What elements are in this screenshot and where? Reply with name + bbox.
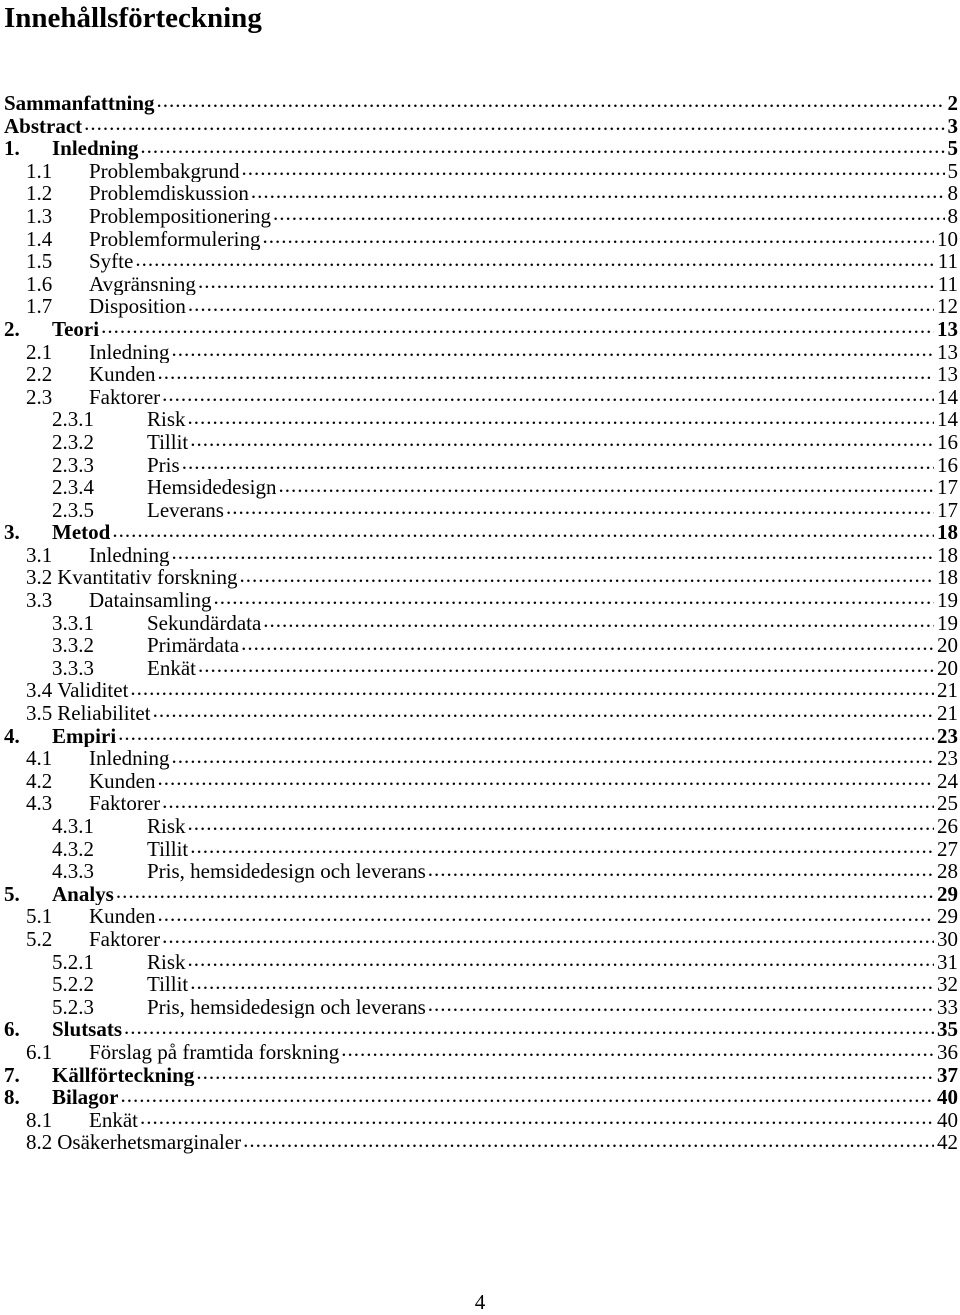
toc-entry-number: 1. [4,137,20,160]
toc-dot-leader [198,273,935,291]
toc-entry[interactable] [4,544,958,567]
toc-dot-leader [162,792,934,810]
toc-entry-number: 1.4 [26,227,53,251]
toc-entry-number: 5.2.1 [52,950,94,974]
toc-entry[interactable] [4,182,958,205]
toc-entry-number: 4.3.2 [52,837,94,861]
toc-entry-label: Problembakgrund [89,159,240,183]
toc-entry-number: 4.1 [26,747,53,770]
toc-entry-label: Faktorer [89,792,161,815]
toc-entry[interactable] [4,883,958,906]
toc-entry-label: Sammanfattning [4,92,155,115]
toc-entry-page: 16 [937,453,958,477]
toc-entry[interactable] [4,341,958,364]
toc-entry-page: 18 [937,521,958,544]
toc-dot-leader [273,205,945,223]
toc-entry-number: 5.2.3 [52,995,94,1019]
toc-entry[interactable] [4,499,958,522]
toc-dot-leader [226,499,934,517]
toc-dot-leader [196,1064,934,1082]
toc-entry[interactable] [4,454,958,477]
toc-entry-label: Enkät [89,1108,138,1132]
toc-dot-leader [153,702,934,720]
toc-entry-number: 2.3.4 [52,476,94,499]
toc-entry[interactable] [4,815,958,838]
toc-entry-page: 11 [937,272,958,296]
toc-entry[interactable] [4,250,958,273]
toc-entry-page: 26 [937,815,958,838]
toc-dot-leader [278,476,934,494]
toc-entry-number: 2.3.5 [52,498,94,522]
toc-dot-leader [243,1131,934,1149]
table-of-contents [4,92,958,1154]
toc-entry-number: 8.1 [26,1108,53,1132]
toc-entry[interactable] [4,273,958,296]
toc-entry-number: 1.5 [26,250,53,273]
toc-entry-page: 3 [947,114,958,138]
toc-entry-page: 28 [937,860,958,883]
toc-entry[interactable] [4,521,958,544]
toc-entry[interactable] [4,205,958,228]
toc-entry[interactable] [4,996,958,1019]
toc-entry[interactable] [4,431,958,454]
toc-entry[interactable] [4,476,958,499]
toc-entry[interactable] [4,137,958,160]
toc-entry-number: 2.3.2 [52,430,94,454]
toc-entry-label: Sekundärdata [147,611,262,635]
toc-entry-page: 5 [947,159,958,183]
toc-entry[interactable] [4,589,958,612]
toc-entry-number: 8. [4,1086,20,1109]
toc-entry[interactable] [4,566,958,589]
toc-entry-label: Pris, hemsidedesign och leverans [147,860,426,883]
toc-dot-leader [116,883,934,901]
toc-entry[interactable] [4,951,958,974]
page-number: 4 [474,1290,486,1314]
toc-dot-leader [213,589,934,607]
toc-entry[interactable] [4,679,958,702]
toc-dot-leader [428,996,934,1014]
toc-entry-number: 5.2 [26,927,53,951]
toc-entry-label: Validitet [57,679,129,703]
toc-dot-leader [428,860,934,878]
toc-entry-number: 1.6 [26,272,53,296]
toc-entry-number: 2.1 [26,340,53,364]
toc-entry-page: 17 [937,498,958,522]
toc-dot-leader [84,115,944,133]
toc-entry-page: 13 [937,363,958,386]
toc-dot-leader [190,838,934,856]
toc-entry-number: 6.1 [26,1040,53,1064]
toc-entry[interactable] [4,702,958,725]
toc-dot-leader [171,544,934,562]
toc-entry-label: Förslag på framtida forskning [89,1040,340,1064]
toc-entry[interactable] [4,408,958,431]
toc-entry[interactable] [4,386,958,409]
toc-entry[interactable] [4,860,958,883]
toc-entry[interactable] [4,318,958,341]
toc-entry[interactable] [4,92,958,115]
toc-entry-page: 17 [937,476,958,499]
toc-entry-label: Hemsidedesign [147,476,277,499]
toc-entry-number: 2. [4,317,20,341]
toc-entry-label: Bilagor [52,1086,119,1109]
toc-entry-label: Slutsats [52,1018,123,1041]
toc-entry-number: 3.3.3 [52,656,94,680]
toc-dot-leader [188,295,934,313]
page-title: Innehållsförteckning [4,2,262,34]
toc-entry[interactable] [4,634,958,657]
toc-dot-leader [239,566,934,584]
toc-entry-number: 5.2.2 [52,973,94,996]
toc-entry-page: 20 [937,634,958,657]
toc-entry-label: Disposition [89,295,186,318]
toc-entry-page: 10 [937,227,958,251]
toc-entry-number: 3.4 [26,679,53,703]
toc-dot-leader [118,725,934,743]
toc-entry-number: 4.3.3 [52,860,94,883]
toc-entry-number: 8.2 [26,1131,53,1154]
toc-entry-label: Problempositionering [89,204,271,228]
toc-entry[interactable] [4,1018,958,1041]
toc-dot-leader [140,137,944,155]
toc-entry-number: 2.3.1 [52,408,94,431]
toc-entry-page: 33 [937,995,958,1019]
toc-entry-label: Tillit [147,973,189,996]
toc-entry-number: 3.3.1 [52,611,94,635]
toc-dot-leader [101,318,934,336]
toc-entry-number: 3.3.2 [52,634,94,657]
toc-entry-page: 19 [937,589,958,612]
toc-entry-label: Reliabilitet [57,702,151,725]
toc-entry-number: 4. [4,724,20,748]
toc-entry-label: Källförteckning [52,1063,195,1087]
toc-entry-label: Inledning [89,340,170,364]
toc-dot-leader [251,182,945,200]
toc-dot-leader [158,363,935,381]
toc-entry-label: Enkät [147,656,196,680]
toc-entry-label: Kunden [89,363,156,386]
toc-entry-page: 23 [937,747,958,770]
toc-entry-page: 5 [947,137,958,160]
toc-entry-page: 12 [937,295,958,318]
toc-entry-page: 29 [937,882,958,906]
toc-entry-label: Problemdiskussion [89,182,249,205]
toc-dot-leader [198,657,934,675]
toc-entry-page: 8 [947,204,958,228]
toc-entry-page: 37 [937,1063,958,1087]
toc-entry-page: 32 [937,973,958,996]
toc-entry-number: 5. [4,882,20,906]
toc-dot-leader [135,250,934,268]
toc-dot-leader [124,1018,934,1036]
toc-entry-page: 35 [937,1018,958,1041]
toc-entry-number: 4.3 [26,792,53,815]
toc-entry-number: 3.3 [26,589,53,612]
toc-dot-leader [158,905,935,923]
toc-entry-page: 18 [937,543,958,567]
toc-entry-page: 16 [937,430,958,454]
toc-entry-label: Risk [147,815,186,838]
toc-dot-leader [171,747,934,765]
toc-entry-page: 13 [937,317,958,341]
toc-entry-label: Empiri [52,724,117,748]
toc-entry-label: Kvantitativ forskning [57,566,238,590]
toc-entry-number: 2.3.3 [52,453,94,477]
toc-entry[interactable] [4,928,958,951]
toc-entry[interactable] [4,363,958,386]
toc-entry-label: Avgränsning [89,272,196,296]
toc-dot-leader [263,612,934,630]
toc-entry-page: 14 [937,408,958,431]
toc-entry-label: Pris, hemsidedesign och leverans [147,995,426,1019]
toc-entry[interactable] [4,1064,958,1087]
toc-entry-page: 25 [937,792,958,815]
toc-entry[interactable] [4,1109,958,1132]
toc-dot-leader [157,92,945,110]
toc-entry[interactable] [4,1086,958,1109]
toc-entry-page: 11 [937,250,958,273]
toc-entry-page: 21 [937,702,958,725]
toc-entry-label: Tillit [147,837,189,861]
toc-entry-page: 20 [937,656,958,680]
toc-dot-leader [158,770,935,788]
toc-entry[interactable] [4,1041,958,1064]
toc-entry-number: 1.7 [26,295,53,318]
toc-entry-page: 13 [937,340,958,364]
toc-entry-label: Pris [147,453,180,477]
toc-entry-number: 3. [4,521,20,544]
toc-entry-label: Kunden [89,769,156,793]
toc-entry-number: 2.2 [26,363,53,386]
toc-entry-page: 14 [937,385,958,409]
toc-entry-page: 18 [937,566,958,590]
toc-entry-page: 21 [937,679,958,703]
toc-dot-leader [188,951,934,969]
toc-entry-label: Primärdata [147,634,240,657]
toc-entry[interactable] [4,295,958,318]
toc-dot-leader [182,454,934,472]
toc-entry-page: 27 [937,837,958,861]
toc-entry-page: 19 [937,611,958,635]
toc-entry-label: Abstract [4,114,83,138]
toc-entry-label: Tillit [147,430,189,454]
toc-entry[interactable] [4,973,958,996]
toc-dot-leader [171,341,934,359]
toc-entry-page: 30 [937,927,958,951]
toc-dot-leader [162,928,934,946]
toc-dot-leader [140,1109,934,1127]
toc-entry-label: Faktorer [89,927,161,951]
toc-entry-number: 1.2 [26,182,53,205]
toc-dot-leader [188,408,934,426]
toc-entry-label: Teori [52,317,100,341]
toc-dot-leader [188,815,934,833]
toc-entry-page: 23 [937,724,958,748]
toc-entry-label: Risk [147,950,186,974]
toc-entry[interactable] [4,1131,958,1154]
toc-entry[interactable] [4,792,958,815]
toc-dot-leader [341,1041,934,1059]
toc-entry-label: Analys [52,882,114,906]
toc-entry[interactable] [4,770,958,793]
toc-entry-label: Risk [147,408,186,431]
toc-entry-number: 1.3 [26,204,53,228]
toc-entry[interactable] [4,160,958,183]
toc-entry-page: 40 [937,1108,958,1132]
toc-entry-label: Inledning [52,137,139,160]
toc-entry-page: 40 [937,1086,958,1109]
toc-dot-leader [162,386,934,404]
toc-dot-leader [262,228,934,246]
toc-entry-label: Metod [52,521,111,544]
toc-entry-page: 2 [947,92,958,115]
toc-entry-number: 3.5 [26,702,53,725]
toc-entry-page: 31 [937,950,958,974]
toc-dot-leader [241,634,934,652]
toc-entry-page: 24 [937,769,958,793]
toc-entry[interactable] [4,115,958,138]
toc-entry-page: 8 [947,182,958,205]
toc-entry[interactable] [4,905,958,928]
toc-dot-leader [190,431,934,449]
toc-dot-leader [112,521,934,539]
toc-entry-number: 5.1 [26,905,53,928]
toc-entry[interactable] [4,657,958,680]
toc-entry[interactable] [4,838,958,861]
toc-entry[interactable] [4,612,958,635]
toc-entry-page: 42 [937,1131,958,1154]
toc-entry-number: 4.3.1 [52,815,94,838]
toc-dot-leader [130,679,934,697]
toc-entry-number: 4.2 [26,769,53,793]
toc-dot-leader [241,160,944,178]
toc-entry-label: Inledning [89,747,170,770]
toc-entry-label: Problemformulering [89,227,261,251]
toc-entry-number: 1.1 [26,159,53,183]
toc-entry-label: Faktorer [89,385,161,409]
toc-entry-number: 6. [4,1018,20,1041]
toc-entry-label: Kunden [89,905,156,928]
toc-entry[interactable] [4,228,958,251]
toc-entry-page: 29 [937,905,958,928]
toc-entry-page: 36 [937,1040,958,1064]
toc-entry-number: 3.2 [26,566,53,590]
toc-entry-label: Leverans [147,498,224,522]
toc-entry-number: 3.1 [26,543,53,567]
toc-entry[interactable] [4,725,958,748]
toc-entry-label: Datainsamling [89,589,212,612]
toc-entry-label: Syfte [89,250,134,273]
toc-dot-leader [190,973,934,991]
toc-entry-number: 7. [4,1063,20,1087]
toc-entry[interactable] [4,747,958,770]
toc-entry-number: 2.3 [26,385,53,409]
toc-entry-label: Inledning [89,543,170,567]
toc-entry-label: Osäkerhetsmarginaler [57,1131,242,1154]
toc-dot-leader [121,1086,935,1104]
